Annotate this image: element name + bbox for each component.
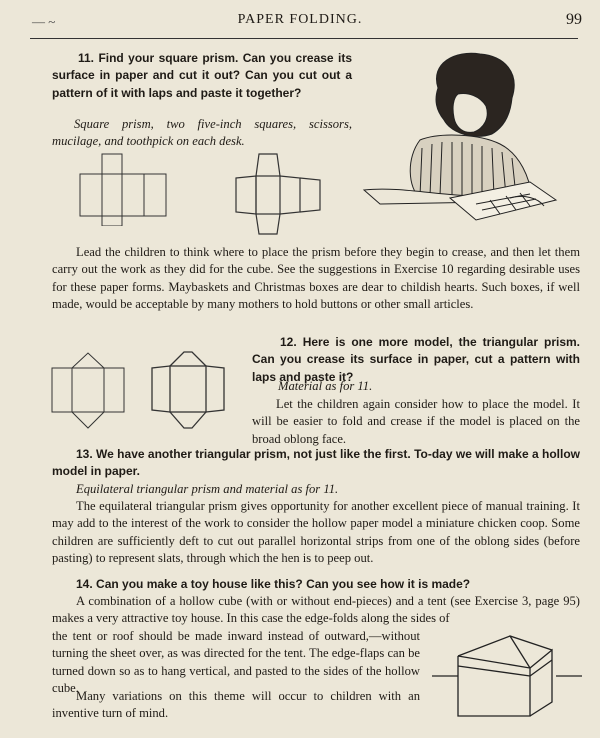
exercise-12-body: Let the children again consider how to place the model. It will be easier to fold and crease if the model is placed on the broad oblong face.: [252, 397, 580, 446]
square-prism-net-with-laps-diagram: [232, 150, 324, 240]
exercise-12-text: Here is one more model, the triangular prism. Can you crease its surface in paper, cut a pattern with laps and paste it?: [252, 335, 580, 384]
header-marks: — ~: [32, 14, 56, 29]
exercise-13-material: Equilateral triangular prism and material as for 11.: [76, 482, 339, 496]
exercise-13-number: 13.: [76, 447, 93, 461]
exercise-11-number: 11.: [78, 51, 95, 65]
exercise-14-question: [52, 576, 580, 593]
running-head: PAPER FOLDING.: [237, 12, 363, 27]
prism-paragraph: Lead the children to think where to place the prism before they begin to crease, and then let them carry out the work as they did for the cube. See the suggestions in Exercise 10 regarding desirable uses for these paper forms. Maybaskets and Christmas boxes are dear to childish hearts. Such boxes, if well made, would be acceptable by many mothers to hold buttons or other small articles.: [52, 245, 580, 312]
exercise-12-material: Material as for 11.: [278, 379, 373, 393]
triangular-prism-net-with-laps-diagram: [148, 348, 228, 436]
girl-folding-paper-illustration: [360, 48, 560, 240]
exercise-11-text: Find your square prism. Can you crease its surface in paper and cut it out? Can you cut out a pattern of it with laps and paste it together?: [52, 51, 352, 100]
page-number: 99: [566, 11, 582, 28]
exercise-14-number: 14.: [76, 577, 93, 591]
exercise-11-question: [52, 50, 352, 102]
exercise-14-text: Can you make a toy house like this? Can you see how it is made?: [96, 577, 471, 591]
triangular-prism-net-diagram: [50, 350, 128, 434]
exercise-13-question: [52, 446, 580, 481]
square-prism-net-diagram: [78, 152, 168, 226]
exercise-12-number: 12.: [280, 335, 297, 349]
header-rule: [30, 38, 578, 39]
exercise-13-text: We have another triangular prism, not just like the first. To-day we will make a hollow model in paper.: [52, 447, 580, 479]
exercise-11-material: Square prism, two five-inch squares, scissors, mucilage, and toothpick on each desk.: [52, 117, 352, 149]
exercise-14-body-top: A combination of a hollow cube (with or without end-pieces) and a tent (see Exercise 3, page 95) makes a very attractive toy house. In this case the edge-folds along the sides of: [52, 594, 580, 626]
exercise-13-body: The equilateral triangular prism gives opportunity for another excellent piece of manual training. It may add to the interest of the work to consider the hollow paper model a miniature chicken coop. Some children are sufficiently deft to cut out parallel horizontal strips from one of the oblong sides (before pasting) to represent slats, through which the hen is to peep out.: [52, 499, 580, 566]
toy-house-illustration: [428, 628, 584, 724]
exercise-14-variations: Many variations on this theme will occur to children with an inventive turn of mind.: [52, 689, 420, 721]
exercise-14-body-bottom: the tent or roof should be made inward instead of outward,—without turning the sheet over, as was directed for the tent. The edge-flaps can be turned down so as to hang vertical, and pasted to the sides of the hollow cube.: [52, 629, 420, 696]
